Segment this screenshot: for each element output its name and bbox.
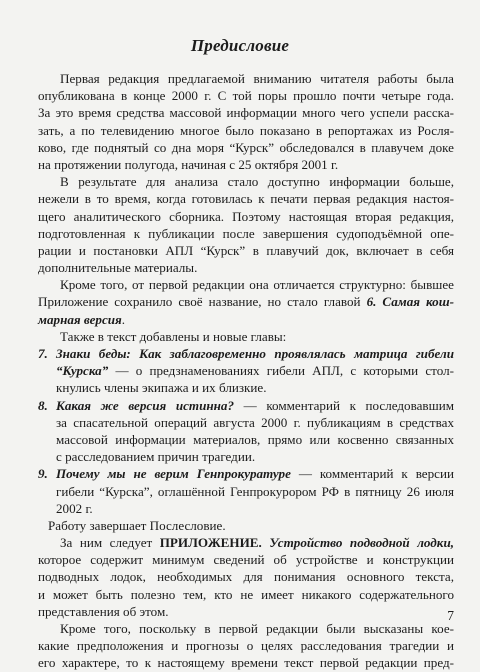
chapter-6-title-end: марная версия [38,311,122,327]
list-item-text: — комментарий к последовавшим [234,397,454,413]
paragraph-1-line: ково, где поднятый со дна моря “Курск” обследовался в плавучем доке [38,139,454,155]
chapter-6-title: 6. Самая кош- [366,294,454,310]
paragraph-7-line: Кроме того, поскольку в первой редакции были высказаны кое- [60,621,454,636]
paragraph-6-line [38,534,454,551]
paragraph-6-line: представления об этом. [38,603,169,619]
list-number: 7. [38,346,48,361]
appendix-title: Устройство подводной лодки, [269,535,454,551]
list-item-9 [38,465,454,482]
list-item-7-line: кнулись члены экипажа и их близкие. [56,380,267,396]
list-item-text: — о предзнаменованиях гибели АПЛ, с которыми стол- [108,363,454,379]
paragraph-2-line: подготовленная к публикации после завершения судоподъёмной опе- [38,225,454,241]
paragraph-1-line: на протяжении полугода, начиная с 25 октября 2001 г. [38,156,339,172]
paragraph-3-line [38,293,454,310]
paragraph-3-line [38,311,454,328]
list-item-8-line: с расследованием причин трагедии. [56,449,256,465]
list-item-9-line: гибели “Курска”, оглашённой Генпрокурором РФ в пятницу 26 июля [56,483,454,499]
chapter-7-title-end: “Курска” [56,363,109,379]
list-item-7 [38,345,454,362]
paragraph-5-line: Работу завершает Послесловие. [48,517,226,533]
paragraph-2-line: дополнительные материалы. [38,260,198,276]
paragraph-7-line: его характере, то к настоящему времени текст первой редакции пред- [38,655,454,671]
paragraph-1-line: зать, а по телевидению многое было показано в репортажах из Росля- [38,122,454,138]
paragraph-3-line: Кроме того, от первой редакции она отличается структурно: бывшее [60,277,454,293]
list-item-8-line: за спасательной операций августа 2000 г. публикациям в средствах [56,414,454,430]
paragraph-1-line: За это время средства массовой информации много чего успели расска- [38,105,454,121]
paragraph-6-line: подводных лодок, необходимых для понимания основного текста, [38,569,454,585]
list-item-8 [38,397,454,414]
page-body [38,70,454,672]
paragraph-6-line: которое содержит минимум сведений об устройстве и конструкции [38,552,454,568]
paragraph-2-line: рации и постановки АПЛ “Курск” в плавучий док, включает в себя [38,242,454,258]
list-item-9-line: 2002 г. [56,500,93,516]
chapter-9-title: Почему мы не верим Генпрокуратуре [56,466,291,482]
paragraph-7-line: какие предположения и прогнозы о целях расследования трагедии и [38,638,454,654]
chapter-8-title: Какая же версия истинна? [56,397,235,413]
list-number: 8. [38,397,48,413]
paragraph-2-line: нежели в то время, когда готовилась к печати первая редакция настоя- [38,191,454,207]
list-item-8-line: массовой информации материалов, прямо или косвенно связанных [56,431,454,447]
paragraph-2-line: В результате для анализа стало доступно информации больше, [60,174,454,190]
appendix-label: ПРИЛОЖЕНИЕ. [159,535,262,551]
paragraph-3-text: . [121,311,126,327]
list-number: 9. [38,466,48,482]
page-number: 7 [447,608,454,623]
paragraph-3-text: Приложение сохранило своё название, но стало главой [38,294,367,310]
paragraph-2-line: щего аналитического сборника. Поэтому настоящая вторая редакция, [38,208,454,224]
list-item-7-line [38,362,454,379]
chapter-7-title: Знаки беды: Как заблаговременно проявлялась матрица гибели [56,346,454,361]
list-item-text: — комментарий к версии [290,466,454,482]
paragraph-4-line: Также в текст добавлены и новые главы: [60,328,287,344]
paragraph-1-line: опубликована в конце 2000 г. С той поры прошло почти четыре года. [38,88,454,104]
paragraph-6-text: За ним следует [60,535,160,551]
paragraph-6-line: и может быть полезно тем, кто не имеет никакого содержательного [38,586,454,602]
paragraph-1-line: Первая редакция предлагаемой вниманию читателя работы была [60,71,454,86]
page-title: Предисловие [190,36,290,55]
